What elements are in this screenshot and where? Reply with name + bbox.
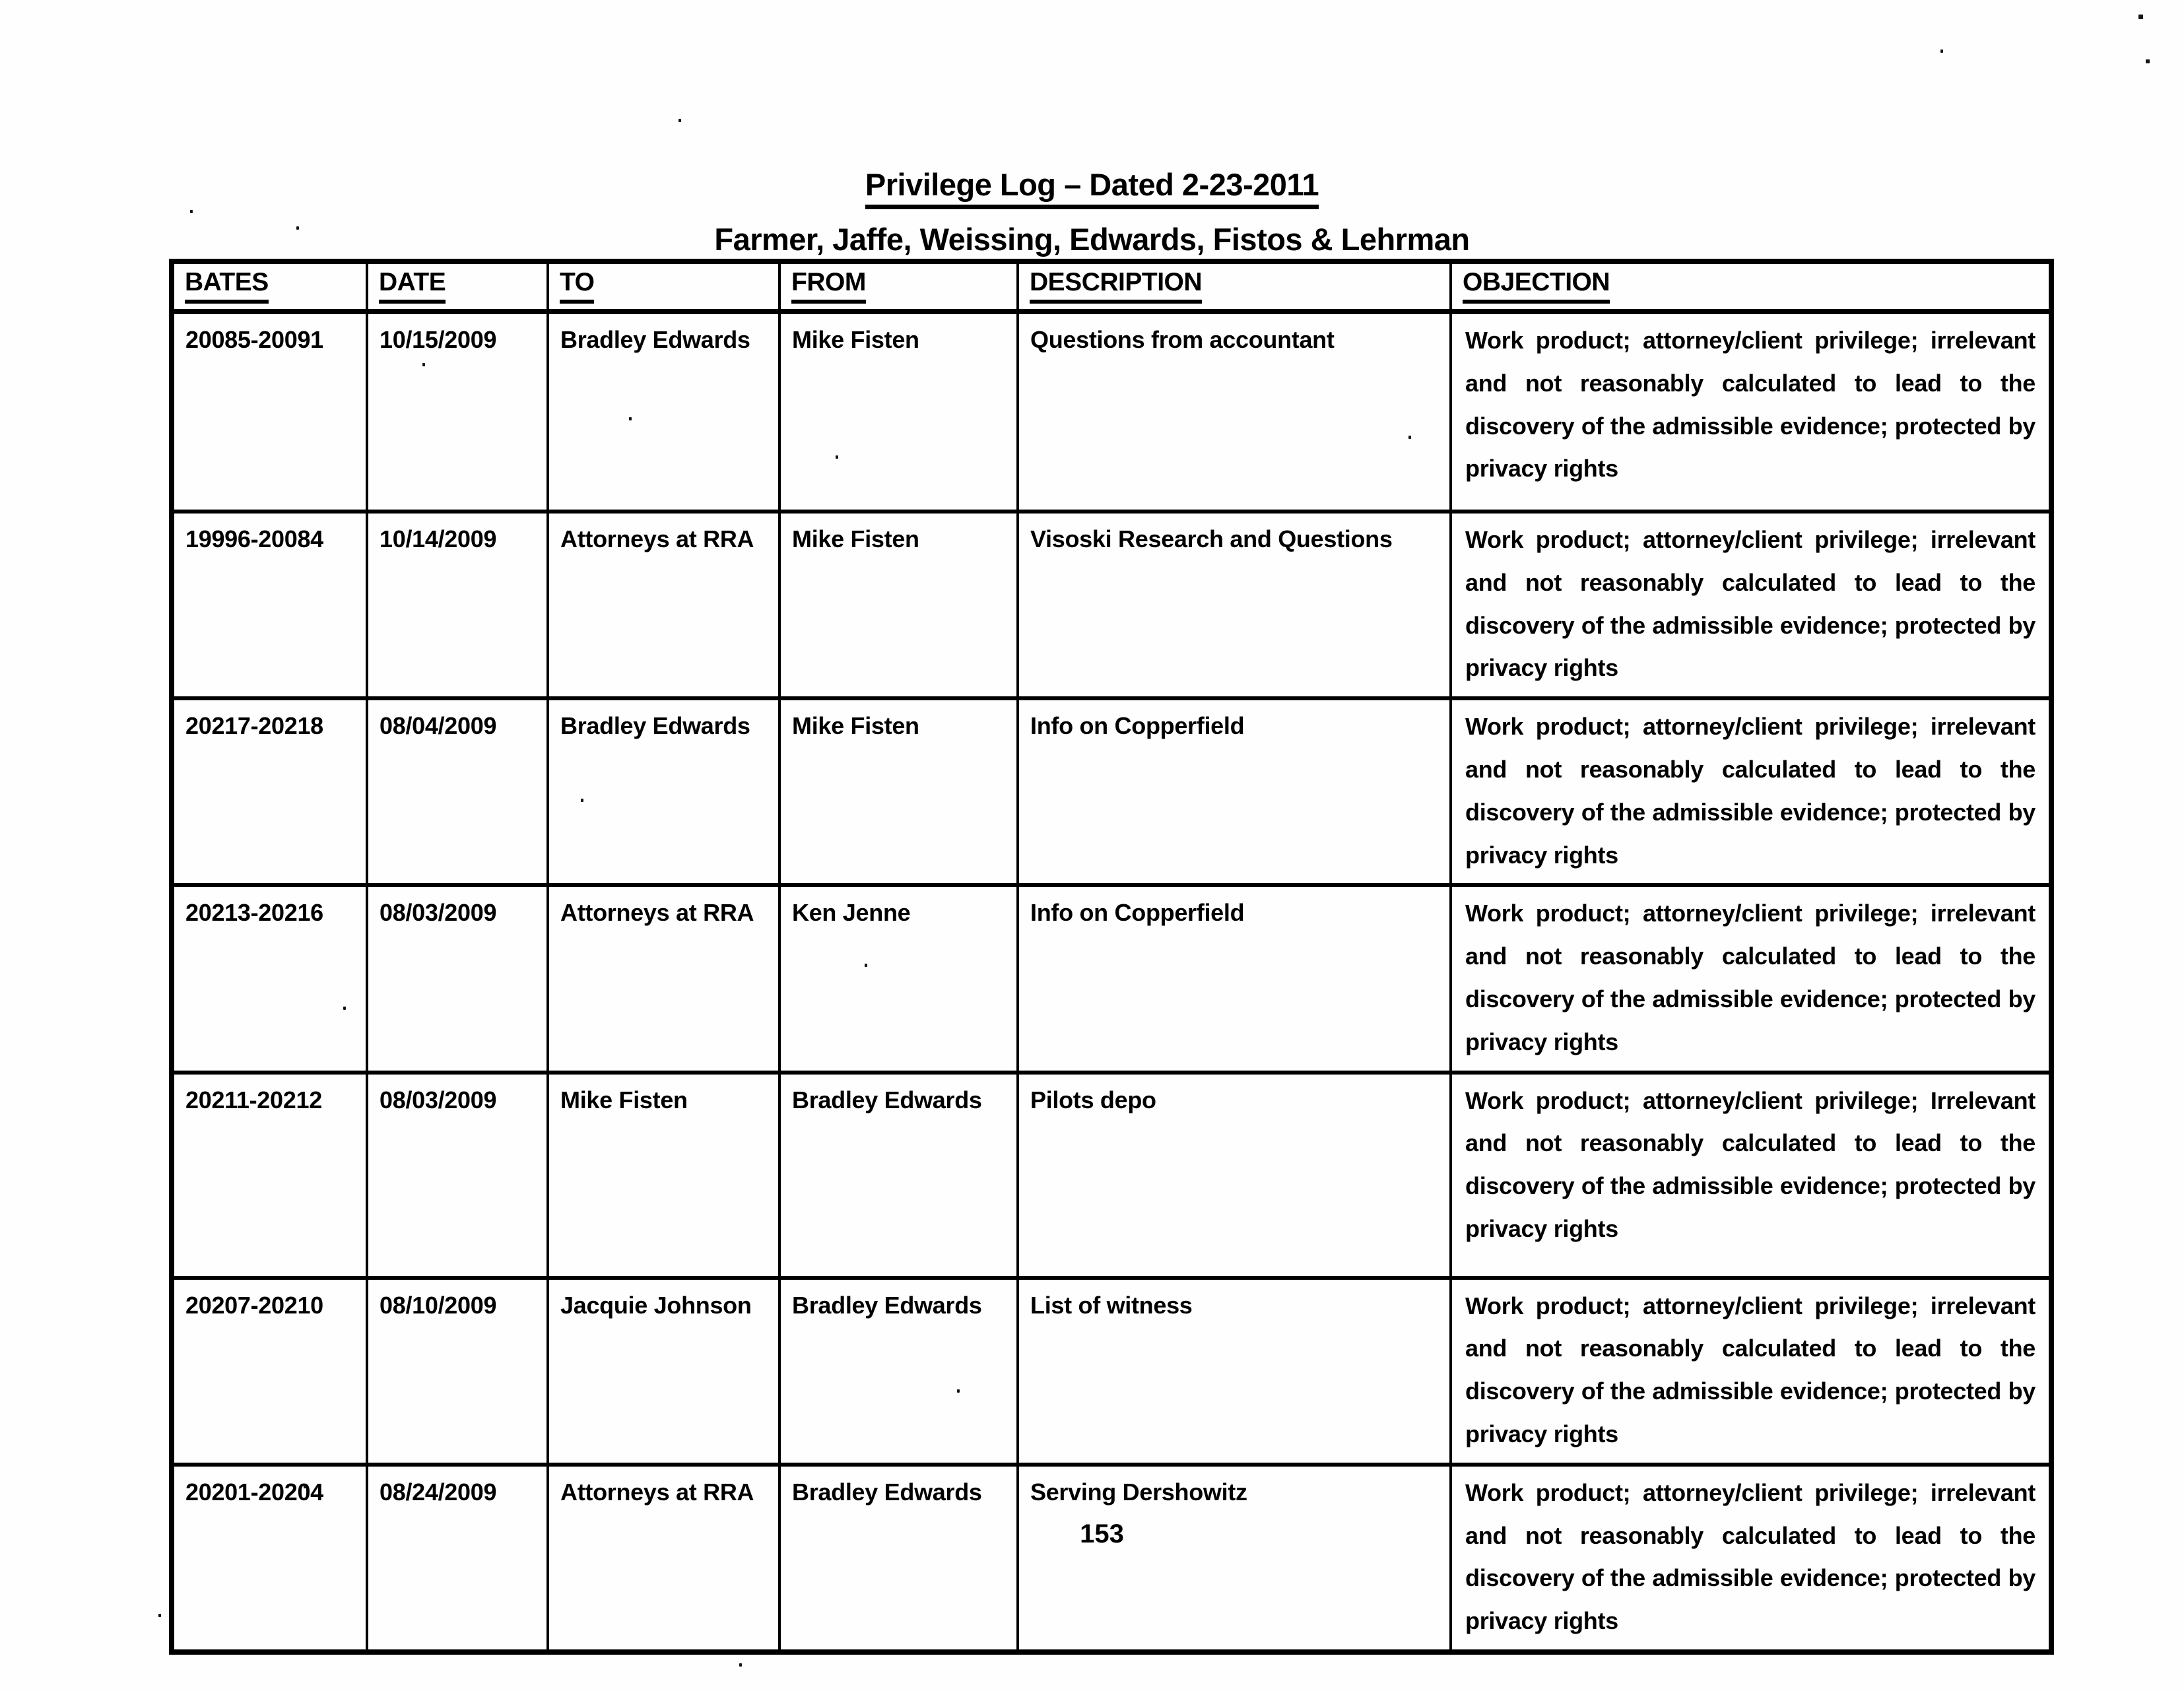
- col-header-date: [367, 261, 548, 312]
- table-row: [172, 312, 2051, 512]
- cell-from: Mike Fisten: [779, 698, 1018, 885]
- col-header-to: [548, 261, 779, 312]
- document-title: Privilege Log – Dated 2-23-2011: [865, 169, 1319, 209]
- cell-from: Mike Fisten: [779, 312, 1018, 512]
- col-header-to-label: TO: [560, 268, 594, 304]
- cell-bates: 20207-20210: [172, 1278, 367, 1465]
- col-header-from: [779, 261, 1018, 312]
- document-subtitle: Farmer, Jaffe, Weissing, Edwards, Fistos & Lehrman: [714, 224, 1469, 264]
- cell-to: Mike Fisten: [548, 1073, 779, 1278]
- cell-to: Jacquie Johnson: [548, 1278, 779, 1465]
- cell-bates: 20213-20216: [172, 885, 367, 1072]
- cell-objection: Work product; attorney/client privilege; irrelevant and not reasonably calculated to lead to the discovery of the admissible evidence; protected by privacy rights: [1451, 512, 2051, 698]
- col-header-date-label: DATE: [379, 268, 446, 304]
- cell-date: 08/24/2009: [367, 1465, 548, 1652]
- cell-objection: Work product; attorney/client privilege; irrelevant and not reasonably calculated to lead to the discovery of the admissible evidence; protected by privacy rights: [1451, 312, 2051, 512]
- cell-description: Serving Dershowitz: [1018, 1465, 1451, 1652]
- cell-description: List of witness: [1018, 1278, 1451, 1465]
- cell-to: Bradley Edwards: [548, 312, 779, 512]
- cell-to: Bradley Edwards: [548, 698, 779, 885]
- table-row: [172, 512, 2051, 698]
- scan-speck: [2138, 15, 2143, 19]
- privilege-log-table: [169, 259, 2054, 1655]
- table-row: [172, 1465, 2051, 1652]
- scan-speck: [1940, 50, 1943, 53]
- cell-description: Info on Copperfield: [1018, 698, 1451, 885]
- col-header-from-label: FROM: [791, 268, 866, 304]
- page-number: 153: [1080, 1519, 1124, 1548]
- cell-date: 08/10/2009: [367, 1278, 548, 1465]
- scan-speck: [2146, 59, 2150, 63]
- cell-date: 10/14/2009: [367, 512, 548, 698]
- col-header-bates: [172, 261, 367, 312]
- document-title-block: [0, 169, 2184, 264]
- document-title-line: [0, 169, 2184, 209]
- cell-bates: 20211-20212: [172, 1073, 367, 1278]
- cell-from: Bradley Edwards: [779, 1073, 1018, 1278]
- cell-description: Questions from accountant: [1018, 312, 1451, 512]
- cell-objection: Work product; attorney/client privilege; irrelevant and not reasonably calculated to lead to the discovery of the admissible evidence; protected by privacy rights: [1451, 698, 2051, 885]
- table-row: [172, 698, 2051, 885]
- header-row: [172, 261, 2051, 312]
- table-row: [172, 1278, 2051, 1465]
- col-header-objection: [1451, 261, 2051, 312]
- col-header-bates-label: BATES: [185, 268, 269, 304]
- cell-from: Bradley Edwards: [779, 1278, 1018, 1465]
- document-subtitle-line: [0, 224, 2184, 264]
- col-header-description: [1018, 261, 1451, 312]
- cell-bates: 20201-20204: [172, 1465, 367, 1652]
- cell-to: Attorneys at RRA: [548, 512, 779, 698]
- cell-date: 10/15/2009: [367, 312, 548, 512]
- cell-description: Pilots depo: [1018, 1073, 1451, 1278]
- cell-date: 08/03/2009: [367, 1073, 548, 1278]
- scan-speck: [739, 1663, 742, 1667]
- scan-speck: [678, 119, 681, 122]
- cell-bates: 19996-20084: [172, 512, 367, 698]
- col-header-description-label: DESCRIPTION: [1030, 268, 1202, 304]
- cell-objection: Work product; attorney/client privilege; Irrelevant and not reasonably calculated to lead to the discovery of the admissible evidence; protected by privacy rights: [1451, 1073, 2051, 1278]
- cell-description: Visoski Research and Questions: [1018, 512, 1451, 698]
- cell-bates: 20217-20218: [172, 698, 367, 885]
- table-row: [172, 885, 2051, 1072]
- cell-description: Info on Copperfield: [1018, 885, 1451, 1072]
- col-header-objection-label: OBJECTION: [1463, 268, 1610, 304]
- scan-speck: [158, 1614, 161, 1617]
- cell-from: Mike Fisten: [779, 512, 1018, 698]
- table-row: [172, 1073, 2051, 1278]
- cell-to: Attorneys at RRA: [548, 885, 779, 1072]
- cell-bates: 20085-20091: [172, 312, 367, 512]
- cell-from: Bradley Edwards: [779, 1465, 1018, 1652]
- cell-date: 08/04/2009: [367, 698, 548, 885]
- cell-to: Attorneys at RRA: [548, 1465, 779, 1652]
- cell-date: 08/03/2009: [367, 885, 548, 1072]
- table-body: [172, 312, 2051, 1652]
- cell-objection: Work product; attorney/client privilege; irrelevant and not reasonably calculated to lead to the discovery of the admissible evidence; protected by privacy rights: [1451, 885, 2051, 1072]
- cell-from: Ken Jenne: [779, 885, 1018, 1072]
- cell-objection: Work product; attorney/client privilege; irrelevant and not reasonably calculated to lead to the discovery of the admissible evidence; protected by privacy rights: [1451, 1465, 2051, 1652]
- cell-objection: Work product; attorney/client privilege; irrelevant and not reasonably calculated to lead to the discovery of the admissible evidence; protected by privacy rights: [1451, 1278, 2051, 1465]
